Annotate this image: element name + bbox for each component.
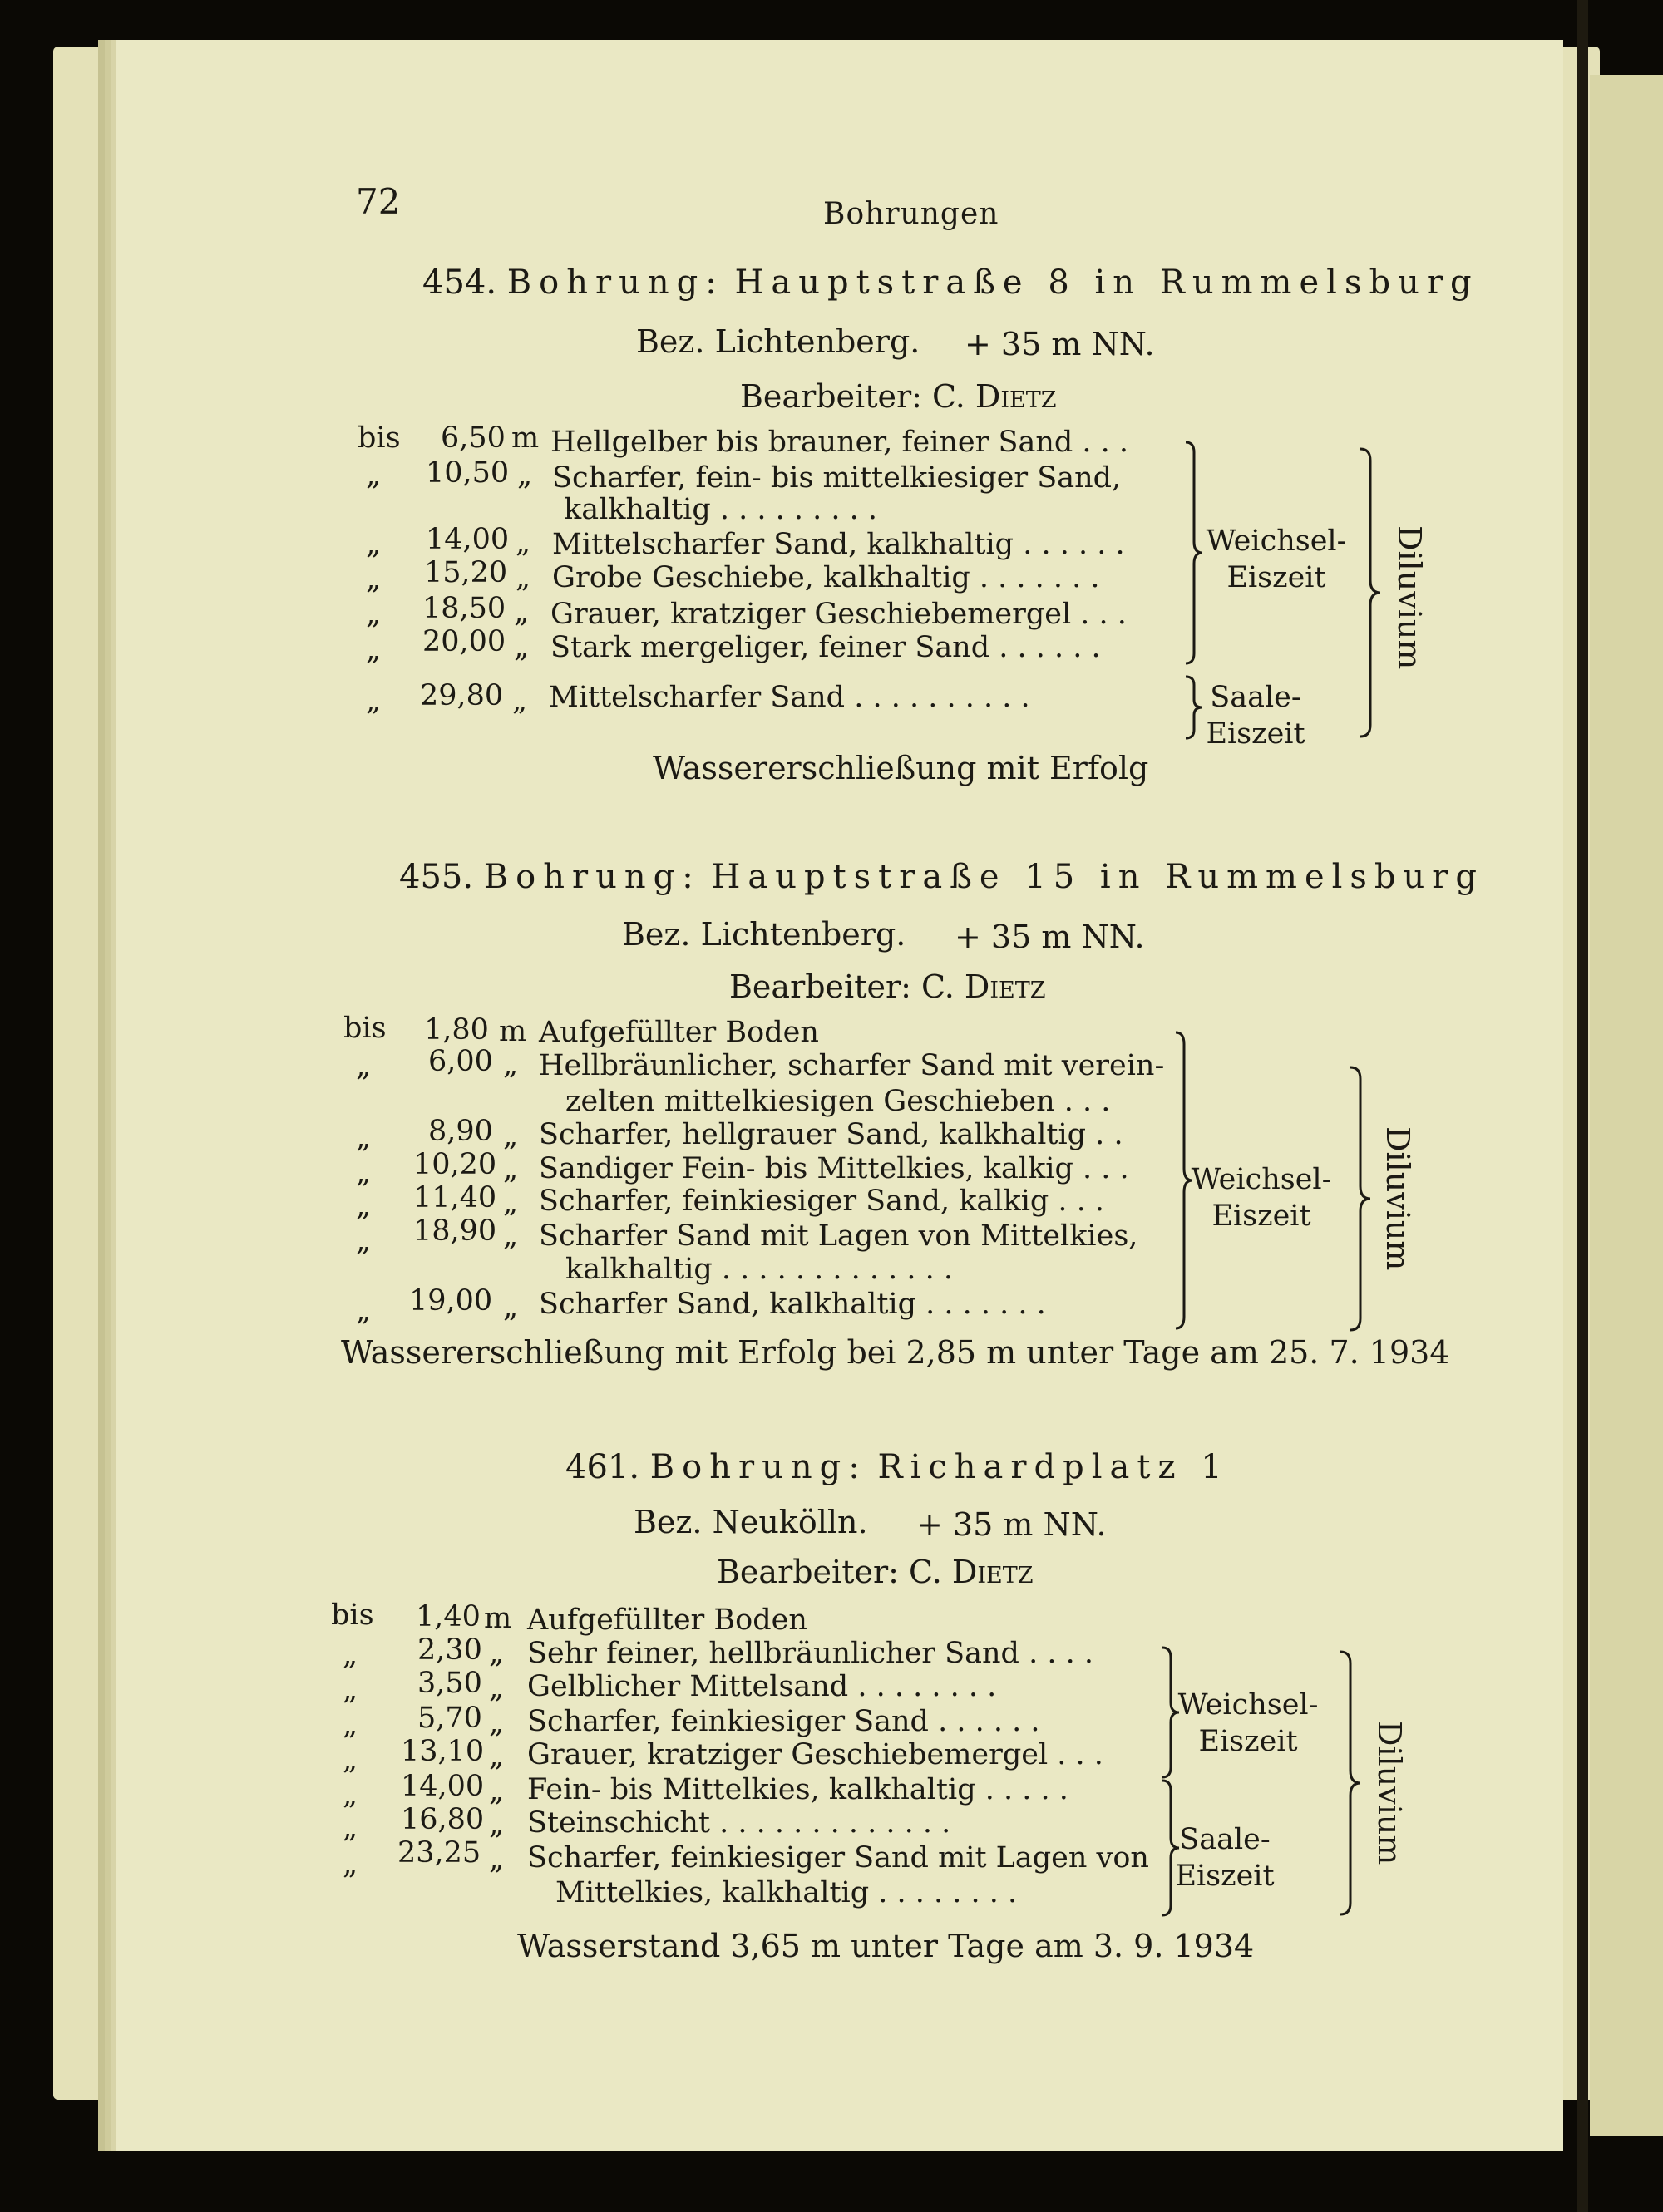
epoch-label-diluvium: Diluvium — [1371, 1721, 1408, 1865]
row-depth: 1,80 — [424, 1013, 489, 1047]
row-description-cont: Mittelkies, kalkhaltig . . . . . . . . — [555, 1876, 1018, 1909]
boring-word: Bohrung: — [649, 1448, 867, 1486]
row-prefix: „ — [356, 1050, 372, 1083]
row-prefix: „ — [366, 684, 382, 717]
row-description: Gelblicher Mittelsand . . . . . . . . — [527, 1670, 997, 1703]
row-description-cont: kalkhaltig . . . . . . . . . — [564, 493, 878, 526]
row-description: Aufgefüllter Boden — [527, 1604, 807, 1637]
row-prefix: „ — [343, 1638, 358, 1672]
boring-location: Hauptstraße 15 in Rummelsburg — [711, 858, 1485, 896]
elevation: + 35 m NN. — [916, 1506, 1107, 1543]
row-description: Hellgelber bis brauner, feiner Sand . . . — [550, 426, 1129, 459]
row-depth: 8,90 — [428, 1115, 493, 1148]
diluvium-brace — [1335, 1650, 1365, 1916]
row-unit: „ — [514, 631, 530, 664]
row-unit: „ — [489, 1672, 505, 1705]
row-prefix: bis — [343, 1012, 387, 1045]
row-description: Fein- bis Mittelkies, kalkhaltig . . . . . — [527, 1773, 1068, 1806]
row-description: Scharfer Sand, kalkhaltig . . . . . . . — [539, 1288, 1046, 1321]
row-prefix: „ — [366, 528, 382, 561]
row-unit: „ — [503, 1120, 519, 1153]
row-depth: 10,20 — [413, 1148, 497, 1181]
row-depth: 15,20 — [424, 556, 508, 589]
boring-title — [565, 1448, 1230, 1486]
epoch-label-saale: Saale- Eiszeit — [1175, 1823, 1275, 1893]
row-unit: „ — [489, 1808, 505, 1841]
row-description: Scharfer, hellgrauer Sand, kalkhaltig . . — [539, 1118, 1123, 1151]
row-unit: „ — [503, 1186, 519, 1219]
running-header: Bohrungen — [823, 197, 999, 231]
author-prefix: Bearbeiter: C. — [729, 968, 965, 1005]
row-unit: „ — [489, 1740, 505, 1773]
row-description: Sandiger Fein- bis Mittelkies, kalkig . . . — [539, 1152, 1129, 1185]
row-description: Hellbräunlicher, scharfer Sand mit verein- — [539, 1049, 1165, 1082]
boring-location: Hauptstraße 8 in Rummelsburg — [734, 264, 1479, 302]
author-name: Dietz — [951, 1554, 1034, 1590]
epoch-label-diluvium: Diluvium — [1391, 525, 1428, 670]
book-spine — [1577, 0, 1588, 2212]
row-prefix: bis — [358, 421, 401, 455]
author-prefix: Bearbeiter: C. — [717, 1554, 952, 1590]
epoch-label-weichsel: Weichsel- Eiszeit — [1177, 1688, 1319, 1758]
row-depth: 23,25 — [397, 1836, 481, 1870]
row-description: Aufgefüllter Boden — [539, 1016, 819, 1049]
row-prefix: „ — [343, 1743, 358, 1776]
row-description: Stark mergeliger, feiner Sand . . . . . . — [550, 631, 1101, 664]
elevation: + 35 m NN. — [965, 326, 1155, 362]
row-depth: 18,50 — [422, 592, 506, 625]
row-prefix: „ — [356, 1294, 372, 1328]
row-prefix: „ — [366, 563, 382, 596]
boring-result: Wassererschließung mit Erfolg bei 2,85 m unter Tage am 25. 7. 1934 — [341, 1334, 1450, 1371]
row-description-cont: kalkhaltig . . . . . . . . . . . . . — [565, 1253, 954, 1286]
district: Bez. Lichtenberg. — [636, 323, 920, 360]
row-unit: „ — [516, 526, 531, 559]
row-prefix: „ — [356, 1190, 372, 1223]
row-unit: „ — [503, 1291, 519, 1324]
row-prefix: „ — [356, 1156, 372, 1190]
weichsel-brace — [1181, 441, 1206, 665]
district: Bez. Lichtenberg. — [622, 916, 906, 953]
row-depth: 11,40 — [413, 1181, 497, 1214]
row-depth: 3,50 — [417, 1667, 482, 1700]
author-line — [717, 1556, 1034, 1588]
row-unit: „ — [503, 1219, 519, 1253]
author-line — [729, 968, 1046, 1005]
author-name: Dietz — [964, 968, 1046, 1005]
row-unit: „ — [516, 561, 531, 594]
row-description: Scharfer, feinkiesiger Sand . . . . . . — [527, 1705, 1040, 1738]
row-prefix: „ — [356, 1224, 372, 1258]
epoch-label-weichsel: Weichsel- Eiszeit — [1206, 525, 1347, 594]
row-unit: m — [484, 1602, 512, 1635]
boring-word: Bohrung: — [483, 858, 701, 896]
row-description: Mittelscharfer Sand, kalkhaltig . . . . . . — [552, 528, 1125, 561]
page-number: 72 — [356, 181, 401, 222]
row-depth: 5,70 — [417, 1702, 482, 1735]
row-depth: 13,10 — [401, 1735, 485, 1768]
row-description: Grauer, kratziger Geschiebemergel . . . — [550, 598, 1127, 631]
diluvium-brace — [1345, 1066, 1375, 1332]
row-description: Sehr feiner, hellbräunlicher Sand . . . . — [527, 1637, 1093, 1670]
diluvium-brace — [1355, 447, 1385, 738]
boring-title — [422, 264, 1479, 302]
row-unit: „ — [517, 459, 533, 492]
epoch-label-weichsel: Weichsel- Eiszeit — [1191, 1163, 1332, 1233]
row-unit: „ — [489, 1843, 505, 1876]
author-prefix: Bearbeiter: C. — [740, 378, 975, 415]
row-depth: 14,00 — [426, 523, 510, 556]
row-description: Mittelscharfer Sand . . . . . . . . . . — [549, 681, 1030, 714]
row-prefix: „ — [343, 1811, 358, 1845]
row-description: Steinschicht . . . . . . . . . . . . . — [527, 1806, 951, 1840]
row-prefix: „ — [343, 1673, 358, 1707]
facing-page-edge — [1590, 75, 1663, 2136]
row-description: Scharfer, feinkiesiger Sand mit Lagen von — [527, 1841, 1149, 1875]
row-depth: 29,80 — [420, 679, 504, 712]
boring-word: Bohrung: — [506, 264, 724, 302]
row-description: Scharfer, feinkiesiger Sand, kalkig . . . — [539, 1185, 1105, 1218]
boring-title — [399, 860, 1484, 894]
row-unit: „ — [489, 1775, 505, 1808]
epoch-label-diluvium: Diluvium — [1379, 1126, 1416, 1271]
row-prefix: „ — [366, 598, 382, 631]
row-prefix: „ — [366, 633, 382, 667]
boring-result: Wassererschließung mit Erfolg — [653, 750, 1149, 786]
boring-location: Richardplatz 1 — [877, 1448, 1230, 1486]
row-depth: 18,90 — [413, 1214, 497, 1248]
row-description: Scharfer Sand mit Lagen von Mittelkies, — [539, 1219, 1138, 1253]
row-unit: „ — [489, 1637, 505, 1670]
row-depth: 2,30 — [417, 1633, 482, 1667]
author-line — [740, 378, 1057, 415]
row-unit: m — [499, 1015, 527, 1048]
row-depth: 19,00 — [409, 1284, 493, 1318]
row-description: Grauer, kratziger Geschiebemergel . . . — [527, 1738, 1103, 1771]
row-prefix: „ — [343, 1848, 358, 1881]
row-depth: 16,80 — [401, 1803, 485, 1836]
row-unit: „ — [503, 1153, 519, 1186]
boring-result: Wasserstand 3,65 m unter Tage am 3. 9. 1934 — [517, 1928, 1255, 1964]
elevation: + 35 m NN. — [955, 919, 1145, 955]
district: Bez. Neukölln. — [634, 1504, 868, 1540]
boring-number: 454. — [422, 264, 497, 302]
row-depth: 14,00 — [401, 1770, 485, 1803]
row-description: Scharfer, fein- bis mittelkiesiger Sand, — [552, 461, 1122, 495]
row-prefix: „ — [343, 1778, 358, 1811]
row-prefix: „ — [366, 459, 382, 492]
row-depth: 6,00 — [428, 1045, 493, 1078]
row-depth: 1,40 — [416, 1600, 481, 1633]
row-unit: „ — [512, 684, 528, 717]
row-depth: 6,50 — [441, 421, 506, 455]
row-description-cont: zelten mittelkiesigen Geschieben . . . — [565, 1085, 1111, 1118]
boring-number: 455. — [399, 858, 474, 896]
row-unit: m — [511, 421, 540, 455]
epoch-label-saale: Saale- Eiszeit — [1206, 681, 1305, 751]
boring-number: 461. — [565, 1448, 640, 1486]
row-unit: „ — [503, 1048, 519, 1081]
row-depth: 10,50 — [426, 456, 510, 490]
row-prefix: „ — [356, 1121, 372, 1155]
row-prefix: „ — [343, 1708, 358, 1742]
author-name: Dietz — [975, 378, 1057, 415]
row-unit: „ — [514, 596, 530, 629]
row-prefix: bis — [331, 1599, 374, 1632]
row-description: Grobe Geschiebe, kalkhaltig . . . . . . . — [552, 561, 1100, 594]
row-depth: 20,00 — [422, 625, 506, 658]
row-unit: „ — [489, 1707, 505, 1740]
